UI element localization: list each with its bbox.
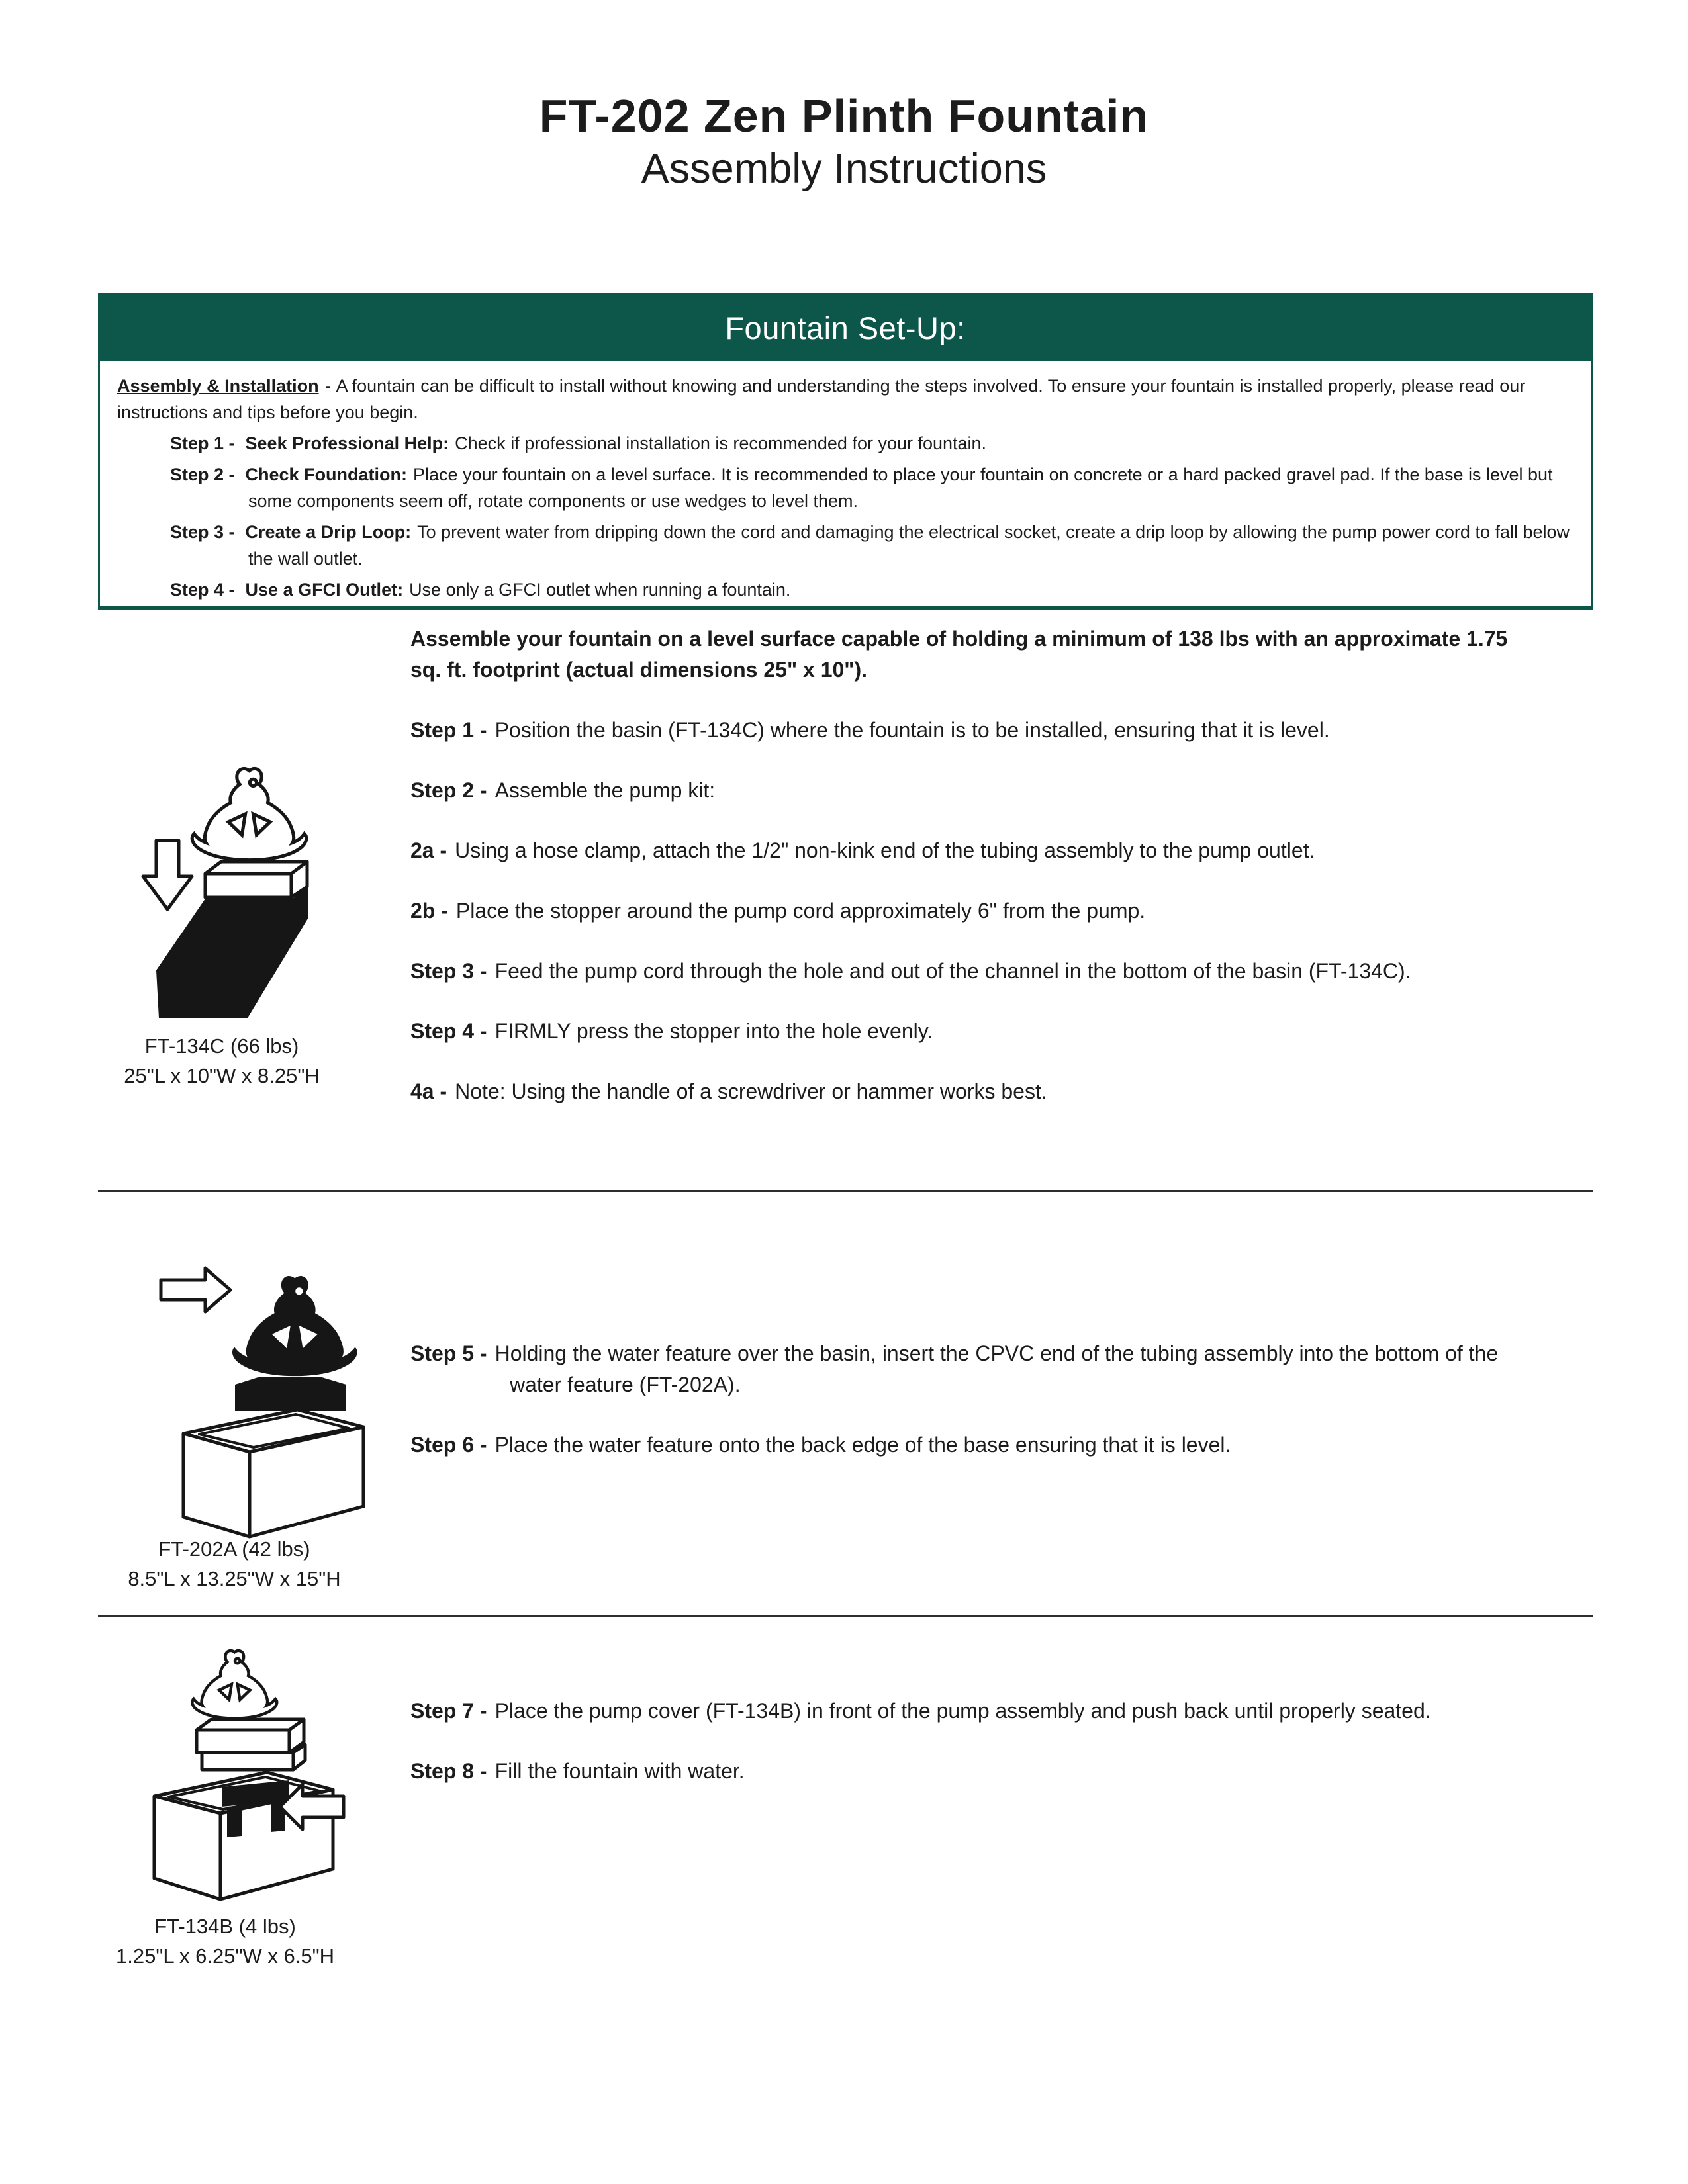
caption-dimensions: 8.5"L x 13.25"W x 15"H — [128, 1567, 341, 1590]
plinth-front — [197, 1730, 289, 1752]
setup-step-3: Step 3 - Create a Drip Loop: To prevent water from dripping down the cord and damaging the electrical socket, create a drip loop by allowing the pump power cord to fall below the wall outlet. — [170, 522, 1570, 569]
instruction-step-1: Step 1 - Position the basin (FT-134C) where the fountain is to be installed, ensuring that it is level. — [410, 718, 1330, 742]
instruction-step-3: Step 3 - Feed the pump cord through the hole and out of the channel in the bottom of the basin (FT-134C). — [410, 959, 1411, 983]
water-feature-illustration — [142, 1243, 377, 1547]
instruction-step-4a: 4a - Note: Using the handle of a screwdriver or hammer works best. — [410, 1079, 1047, 1103]
zen-figure-silhouette-icon — [232, 1276, 357, 1376]
figure-caption-basin — [93, 1031, 351, 1091]
plinth-silhouette — [235, 1377, 346, 1411]
setup-intro-separator: - — [320, 376, 336, 396]
zen-figure-outline-icon — [192, 1651, 277, 1718]
pump-cover-leg-left — [227, 1805, 242, 1837]
page-title — [0, 88, 1688, 194]
plinth-base-front — [202, 1752, 293, 1770]
pump-cover-illustration — [122, 1640, 351, 1921]
assembly-intro: Assemble your fountain on a level surface capable of holding a minimum of 138 lbs with an approximate 1.75 sq. ft. footprint (actual dimensions 25" x 10"). — [410, 627, 1508, 682]
down-arrow-icon — [143, 841, 192, 909]
instruction-step-8: Step 8 - Fill the fountain with water. — [410, 1759, 745, 1783]
caption-part-number: FT-134B (4 lbs) — [154, 1915, 296, 1938]
instruction-step-5: Step 5 - Holding the water feature over the basin, insert the CPVC end of the tubing assembly into the bottom of the water feature (FT-202A). — [410, 1342, 1499, 1396]
instructions-column-2 — [410, 1338, 1549, 1490]
page-title-line1: FT-202 Zen Plinth Fountain — [539, 90, 1149, 142]
setup-box-header: Fountain Set-Up: — [100, 295, 1591, 361]
plinth-front — [205, 874, 291, 897]
instructions-column-1 — [410, 623, 1549, 1136]
instruction-step-2: Step 2 - Assemble the pump kit: — [410, 778, 716, 802]
instruction-step-2a: 2a - Using a hose clamp, attach the 1/2" non-kink end of the tubing assembly to the pump outlet. — [410, 839, 1315, 862]
caption-part-number: FT-202A (42 lbs) — [158, 1537, 310, 1561]
caption-dimensions: 1.25"L x 6.25"W x 6.5"H — [116, 1944, 334, 1968]
setup-step-1: Step 1 - Seek Professional Help: Check if professional installation is recommended for your fountain. — [170, 433, 987, 453]
setup-intro — [117, 373, 1573, 426]
section-divider — [98, 1190, 1593, 1192]
setup-box-body — [100, 361, 1591, 603]
basin-front-left — [154, 1796, 220, 1899]
setup-step-4: Step 4 - Use a GFCI Outlet: Use only a GFCI outlet when running a fountain. — [170, 580, 791, 600]
basin-front-left — [183, 1433, 250, 1537]
instructions-column-3 — [410, 1696, 1549, 1816]
caption-dimensions: 25"L x 10"W x 8.25"H — [124, 1064, 320, 1087]
setup-box — [98, 293, 1593, 610]
instruction-step-4: Step 4 - FIRMLY press the stopper into the hole evenly. — [410, 1019, 933, 1043]
basin-illustration — [118, 747, 346, 1024]
setup-step-2: Step 2 - Check Foundation: Place your fountain on a level surface. It is recommended to place your fountain on concrete or a hard packed gravel pad. If the base is level but some components seem off, rotate components or use wedges to level them. — [170, 465, 1553, 511]
section-divider — [98, 1615, 1593, 1617]
zen-figure-outline-icon — [192, 768, 306, 860]
page-title-line2: Assembly Instructions — [641, 146, 1047, 192]
basin-black-body — [156, 887, 308, 1018]
figure-caption-pump-cover — [93, 1911, 357, 1971]
figure-caption-water-feature — [98, 1534, 371, 1594]
right-arrow-icon — [161, 1268, 230, 1312]
caption-part-number: FT-134C (66 lbs) — [144, 1034, 299, 1058]
instruction-step-6: Step 6 - Place the water feature onto the back edge of the base ensuring that it is level. — [410, 1433, 1231, 1457]
setup-intro-text: A fountain can be difficult to install without knowing and understanding the steps involved. To ensure your fountain is installed properly, please read our instructions and tips before you begin. — [117, 376, 1526, 422]
setup-intro-label: Assembly & Installation — [117, 376, 319, 396]
instruction-step-2b: 2b - Place the stopper around the pump cord approximately 6" from the pump. — [410, 899, 1146, 923]
instruction-step-7: Step 7 - Place the pump cover (FT-134B) in front of the pump assembly and push back until properly seated. — [410, 1699, 1431, 1723]
